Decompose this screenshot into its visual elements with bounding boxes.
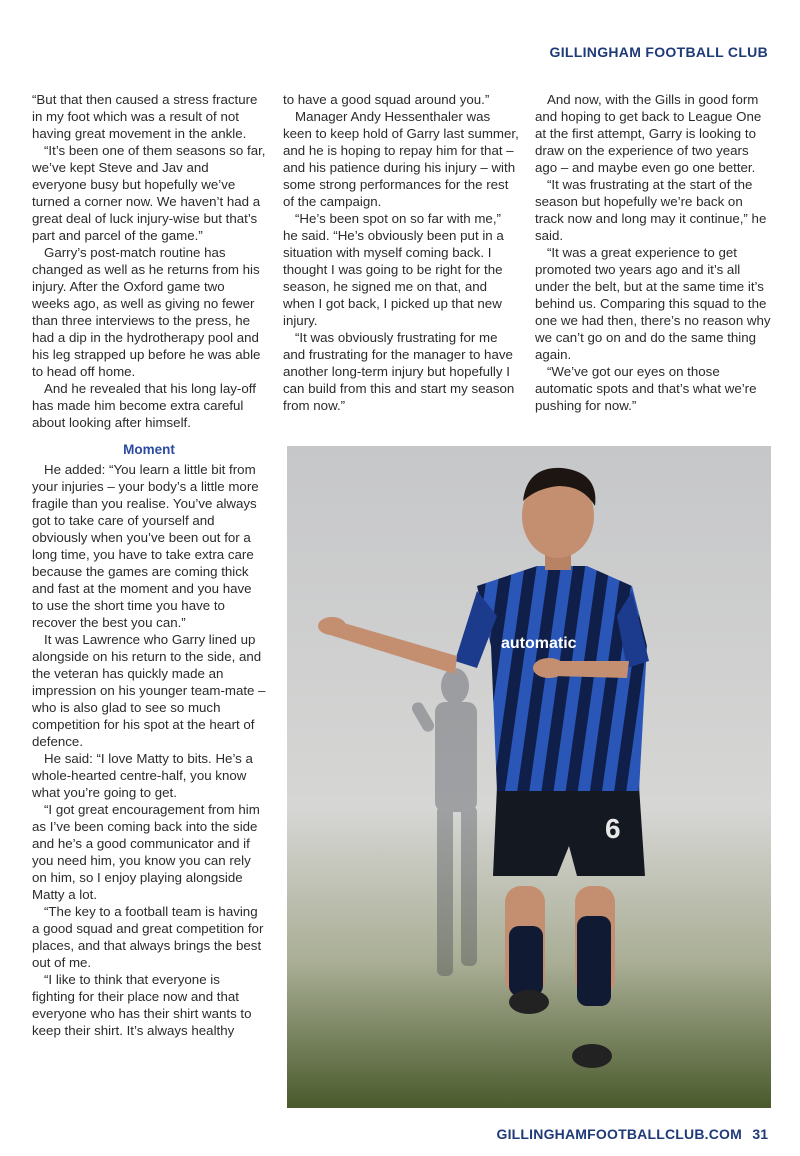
- shirt-sponsor: automatic: [501, 635, 577, 652]
- player-photo: [287, 446, 771, 1108]
- paragraph: And he revealed that his long lay-off has made him become extra careful about looking after himself.: [32, 381, 256, 430]
- paragraph: “I like to think that everyone is fighting for their place now and that everyone who has their shirt wants to keep their shirt. It’s always healthy: [32, 972, 252, 1038]
- paragraph: to have a good squad around you.”: [283, 92, 490, 107]
- paragraph: “It was frustrating at the start of the season but hopefully we’re back on track now and long may it continue,” he said.: [535, 177, 767, 243]
- shorts-number: 6: [605, 813, 621, 844]
- paragraph: “It was a great experience to get promoted two years ago and it’s all under the belt, but at the same time it’s behind us. Comparing this squad to the one we had then, there’s no reason why we can’t go on and do the same thing again.: [535, 245, 771, 362]
- article-column-2: [283, 91, 519, 414]
- player-illustration: [287, 446, 771, 1108]
- paragraph: “The key to a football team is having a good squad and great competition for places, and that always brings the best out of me.: [32, 904, 264, 970]
- paragraph: And now, with the Gills in good form and hoping to get back to League One at the first attempt, Garry is looking to draw on the experience of two years ago – and maybe even go one better.: [535, 92, 762, 175]
- paragraph: It was Lawrence who Garry lined up alongside on his return to the side, and the veteran has quickly made an impression on his younger team-mate – who is also glad to see so much competition for his spot at the heart of defence.: [32, 632, 266, 749]
- footer-website: GILLINGHAMFOOTBALLCLUB.COM: [496, 1126, 742, 1142]
- header-club-name: GILLINGHAM FOOTBALL CLUB: [549, 44, 768, 60]
- paragraph: He said: “I love Matty to bits. He’s a whole-hearted centre-half, you know what you’re going to get.: [32, 751, 253, 800]
- paragraph: “I got great encouragement from him as I’ve been coming back into the side and he’s a good communicator and if you need him, you know you can rely on him, so I enjoy playing alongside Matty a lot.: [32, 802, 260, 902]
- paragraph: He added: “You learn a little bit from your injuries – your body’s a little more fragile than you realise. You’ve always got to take care of yourself and obviously when you’ve been out for a long time, you have to take extra care because the games are coming thick and fast at the moment and you have to use the short time you have to recover the best you can.”: [32, 462, 259, 630]
- paragraph: “We’ve got our eyes on those automatic spots and that’s what we’re pushing for now.”: [535, 364, 757, 413]
- article-column-3: [535, 91, 771, 414]
- paragraph: “It’s been one of them seasons so far, we’ve kept Steve and Jav and everyone busy but hopefully we’ve turned a corner now. We haven’t had a great deal of luck injury-wise but that’s part and parcel of the game.”: [32, 143, 266, 243]
- article-column-1: [32, 91, 266, 1039]
- paragraph: “He’s been spot on so far with me,” he said. “He’s obviously been put in a situation with myself coming back. I thought I was going to be right for the season, he signed me on that, and when I got back, I picked up that new injury.: [283, 211, 504, 328]
- paragraph: Garry’s post-match routine has changed as well as he returns from his injury. After the Oxford game two weeks ago, as well as giving no fewer than three interviews to the press, he had a dip in the hydrotherapy pool and his leg strapped up before he was able to head off home.: [32, 245, 261, 379]
- page-number: 31: [752, 1126, 768, 1142]
- paragraph: Manager Andy Hessenthaler was keen to keep hold of Garry last summer, and he is hoping to repay him for that – and his patience during his injury – with some strong performances for the rest of the campaign.: [283, 109, 519, 209]
- paragraph: “It was obviously frustrating for me and frustrating for the manager to have another long-term injury but hopefully I can build from this and start my season from now.”: [283, 330, 515, 413]
- subheading: Moment: [123, 442, 175, 457]
- paragraph: “But that then caused a stress fracture in my foot which was a result of not having great movement in the ankle.: [32, 92, 258, 141]
